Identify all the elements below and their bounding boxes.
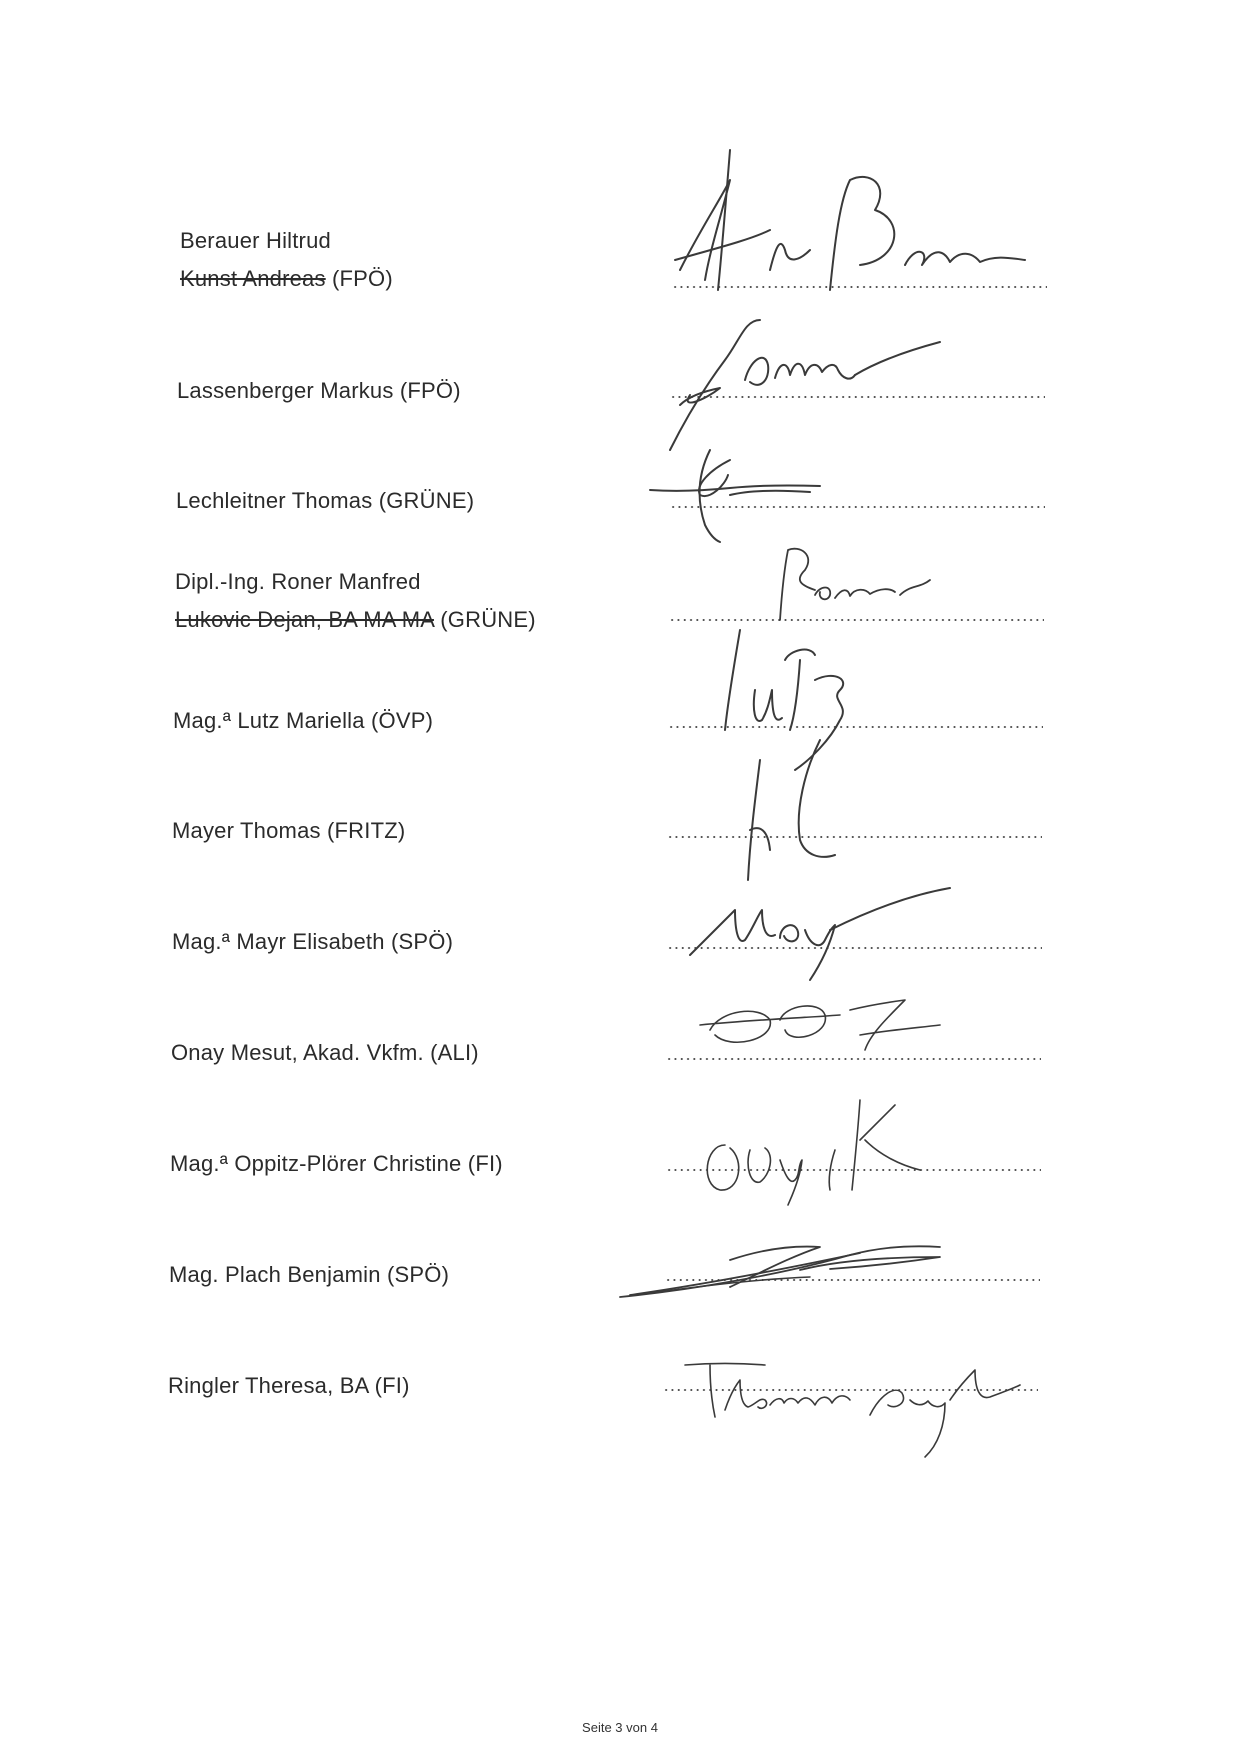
- signatory-name-block: [170, 1145, 503, 1183]
- signatory-name-block: [172, 812, 405, 850]
- struck-name-text: Lukovic Dejan, BA MA MA: [175, 607, 434, 632]
- signature-berauer: [660, 140, 1060, 300]
- name-text: Ringler Theresa, BA (FI): [168, 1373, 410, 1398]
- signatory-name-block: [176, 482, 474, 520]
- name-text: Mag.ª Mayr Elisabeth (SPÖ): [172, 929, 454, 954]
- page-number: Seite 3 von 4: [582, 1720, 658, 1735]
- name-text: Lassenberger Markus (FPÖ): [177, 378, 461, 403]
- signatory-name-line: [172, 812, 405, 850]
- name-text: Mag. Plach Benjamin (SPÖ): [169, 1262, 450, 1287]
- name-text: Mag.ª Lutz Mariella (ÖVP): [173, 708, 434, 733]
- name-text: Onay Mesut, Akad. Vkfm. (ALI): [171, 1040, 479, 1065]
- signature-lassenberger: [650, 300, 970, 460]
- signatory-name-line: [173, 702, 433, 740]
- signature-ringler: [670, 1345, 1030, 1465]
- name-text: Mayer Thomas (FRITZ): [172, 818, 406, 843]
- signature-oppitz-ploerer: [690, 1090, 950, 1210]
- signatory-name-block: [168, 1367, 410, 1405]
- signatory-name-block: [172, 923, 453, 961]
- signature-lechleitner: [640, 440, 930, 550]
- name-text: Mag.ª Oppitz-Plörer Christine (FI): [170, 1151, 503, 1176]
- struck-name-text: Kunst Andreas: [180, 266, 326, 291]
- signatory-name-line: [175, 601, 536, 639]
- signatory-name-line: [168, 1367, 410, 1405]
- signatory-name-line: [172, 923, 453, 961]
- name-text: (GRÜNE): [433, 607, 536, 632]
- signature-roner: [760, 540, 960, 630]
- signatory-name-line: [169, 1256, 449, 1294]
- signatory-name-block: [175, 563, 536, 639]
- signatory-name-line: [177, 372, 461, 410]
- signatory-name-block: [177, 372, 461, 410]
- name-text: Dipl.-Ing. Roner Manfred: [175, 569, 421, 594]
- signatory-name-line: [180, 222, 393, 260]
- signature-mayer: [720, 730, 860, 890]
- signatory-name-block: [173, 702, 433, 740]
- signature-plach: [610, 1235, 990, 1315]
- signatory-name-line: [171, 1034, 479, 1072]
- name-text: (FPÖ): [325, 266, 393, 291]
- signatory-name-line: [176, 482, 474, 520]
- signature-onay: [690, 980, 970, 1080]
- signatory-name-line: [175, 563, 536, 601]
- name-text: Berauer Hiltrud: [180, 228, 331, 253]
- name-text: Lechleitner Thomas (GRÜNE): [176, 488, 475, 513]
- signatory-name-block: [171, 1034, 479, 1072]
- signatory-name-block: [180, 222, 393, 298]
- signature-mayr: [680, 870, 980, 990]
- signatory-name-block: [169, 1256, 449, 1294]
- signatory-name-line: [180, 260, 393, 298]
- signatory-name-line: [170, 1145, 503, 1183]
